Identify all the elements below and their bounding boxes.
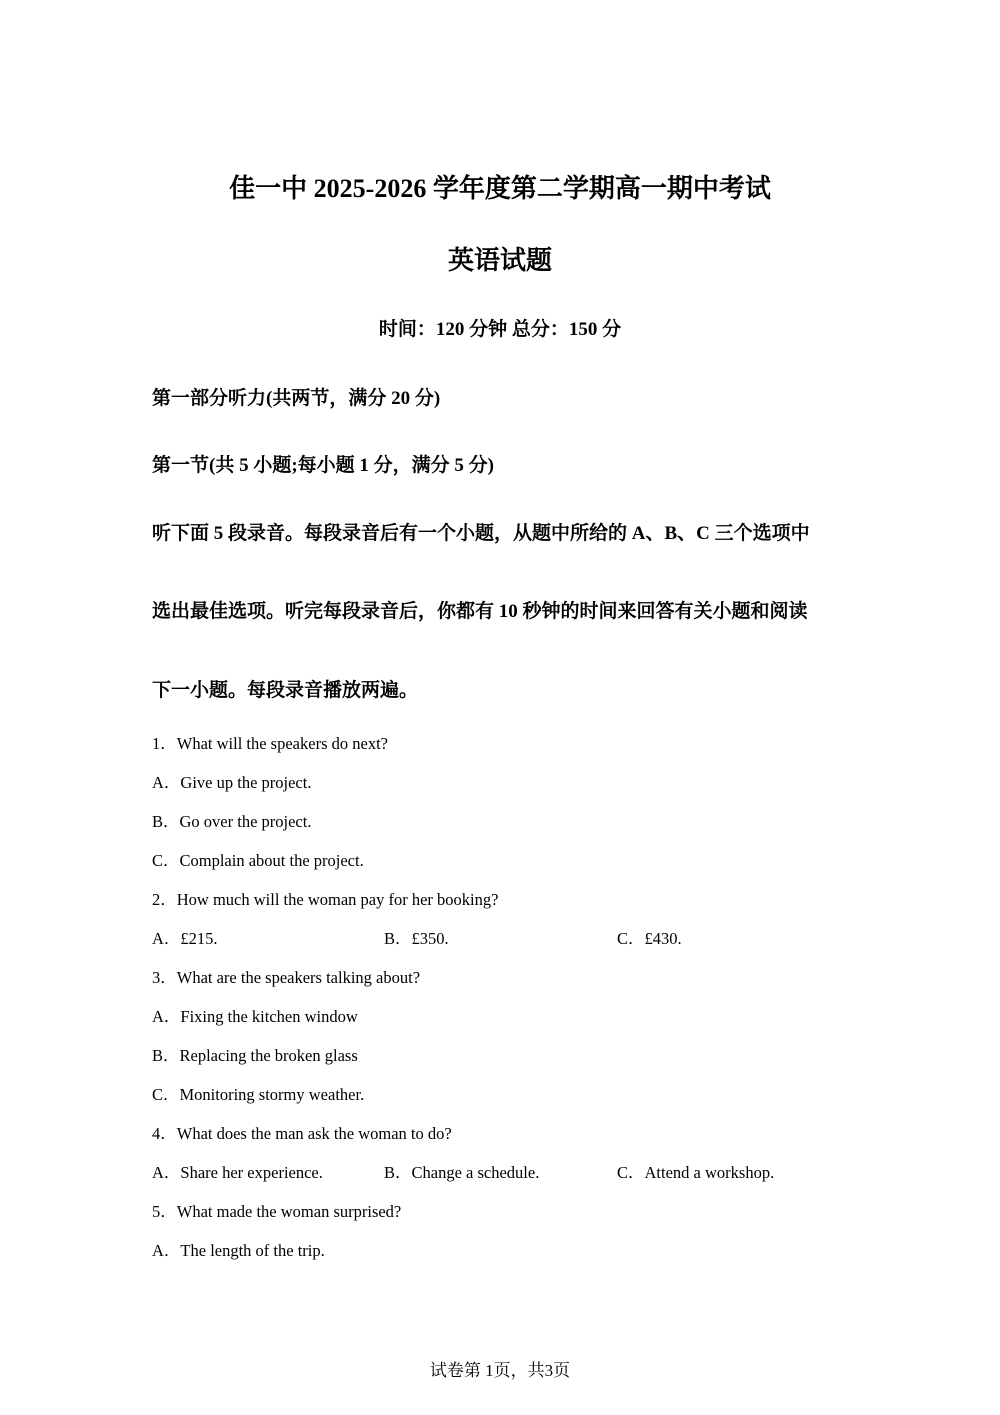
instruction-line: 听下面 5 段录音。每段录音后有一个小题，从题中所给的 A、B、C 三个选项中 [152,523,810,544]
part-heading: 第一部分听力(共两节，满分 20 分) [152,388,441,409]
question-stem: 1．What will the speakers do next? [152,734,388,753]
page-footer: 试卷第 1页，共3页 [429,1361,571,1380]
subject-title: 英语试题 [447,246,552,275]
option: B．£350. [384,929,449,948]
section-heading: 第一节(共 5 小题;每小题 1 分，满分 5 分) [152,455,494,476]
question-stem: 2．How much will the woman pay for her booking? [152,890,499,909]
option: A．Share her experience. [152,1163,323,1182]
option: B．Go over the project. [152,812,312,831]
question-stem: 3．What are the speakers talking about? [152,968,421,987]
instruction-line: 选出最佳选项。听完每段录音后，你都有 10 秒钟的时间来回答有关小题和阅读 [152,601,808,622]
question-stem: 5．What made the woman surprised? [152,1202,402,1221]
option: B．Replacing the broken glass [152,1046,358,1065]
option: A．Give up the project. [152,773,312,792]
instruction-line: 下一小题。每段录音播放两遍。 [152,680,419,701]
exam-meta: 时间：120 分钟 总分：150 分 [378,319,622,340]
option: C．Attend a workshop. [617,1163,775,1182]
question-stem: 4．What does the man ask the woman to do? [152,1124,452,1143]
option: B．Change a schedule. [384,1163,540,1182]
option: A．The length of the trip. [152,1241,325,1260]
option: A．£215. [152,929,218,948]
option: C．Complain about the project. [152,851,364,870]
option: C．£430. [617,929,682,948]
option: A．Fixing the kitchen window [152,1007,358,1026]
exam-title: 佳一中 2025-2026 学年度第二学期高一期中考试 [229,174,771,203]
option: C．Monitoring stormy weather. [152,1085,365,1104]
